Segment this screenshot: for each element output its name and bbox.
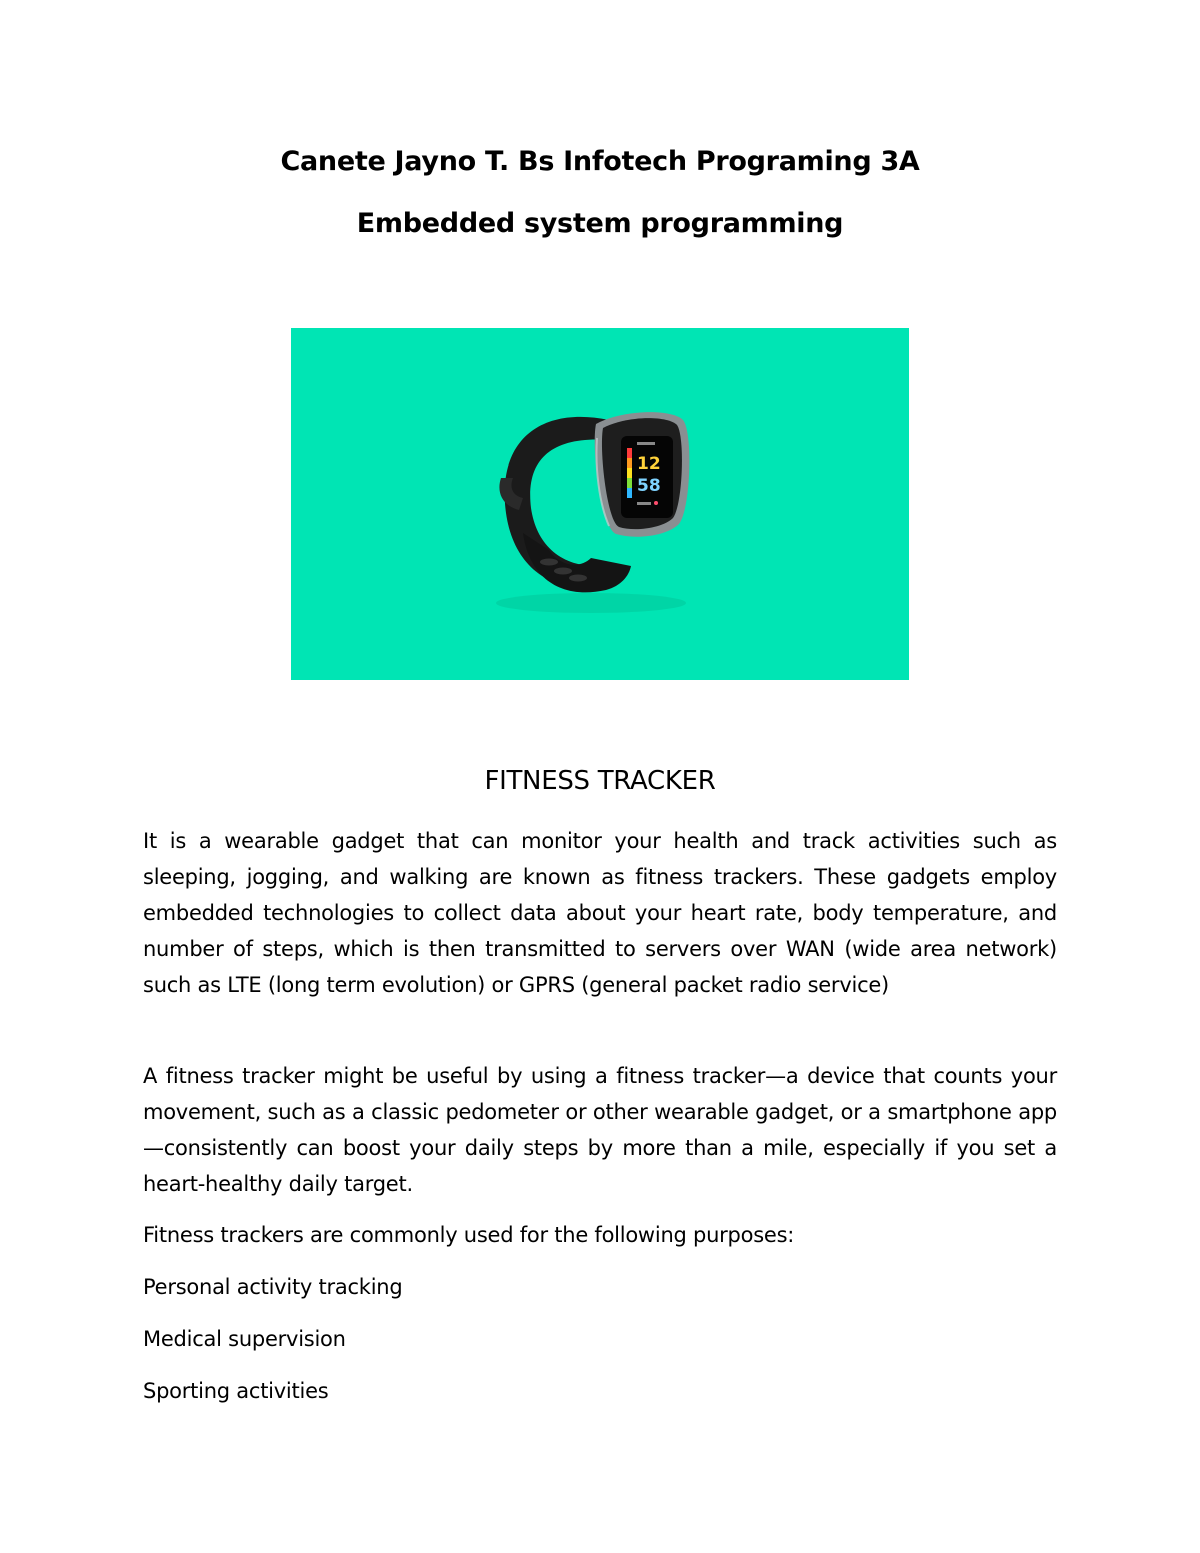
screen-minutes: 58 (637, 476, 661, 496)
paragraph-usefulness: A fitness tracker might be useful by using a fitness tracker—a device that counts your movement, such as a classic pedometer or other wearable gadget, or a smartphone app—consistently can boost your daily steps by more than a mile, especially if you set a heart-healthy daily target. (143, 1064, 1057, 1196)
screen-hours: 12 (637, 454, 661, 474)
purpose-item: Personal activity tracking (143, 1275, 403, 1299)
paragraph-purposes-intro: Fitness trackers are commonly used for the following purposes: (143, 1223, 795, 1247)
purpose-item: Sporting activities (143, 1379, 329, 1403)
section-title: FITNESS TRACKER (484, 766, 716, 796)
fitness-tracker-watch-icon (291, 328, 909, 680)
purpose-item: Medical supervision (143, 1327, 346, 1351)
fitness-tracker-image (291, 328, 909, 680)
document-subtitle: Embedded system programming (356, 208, 844, 239)
document-title: Canete Jayno T. Bs Infotech Programing 3A (280, 146, 920, 177)
paragraph-definition: It is a wearable gadget that can monitor your health and track activities such as sleeping, jogging, and walking are known as fitness trackers. These gadgets employ embedded technologies to collect data about your heart rate, body temperature, and number of steps, which is then transmitted to servers over WAN (wide area network) such as LTE (long term evolution) or GPRS (general packet radio service) (143, 829, 1057, 997)
